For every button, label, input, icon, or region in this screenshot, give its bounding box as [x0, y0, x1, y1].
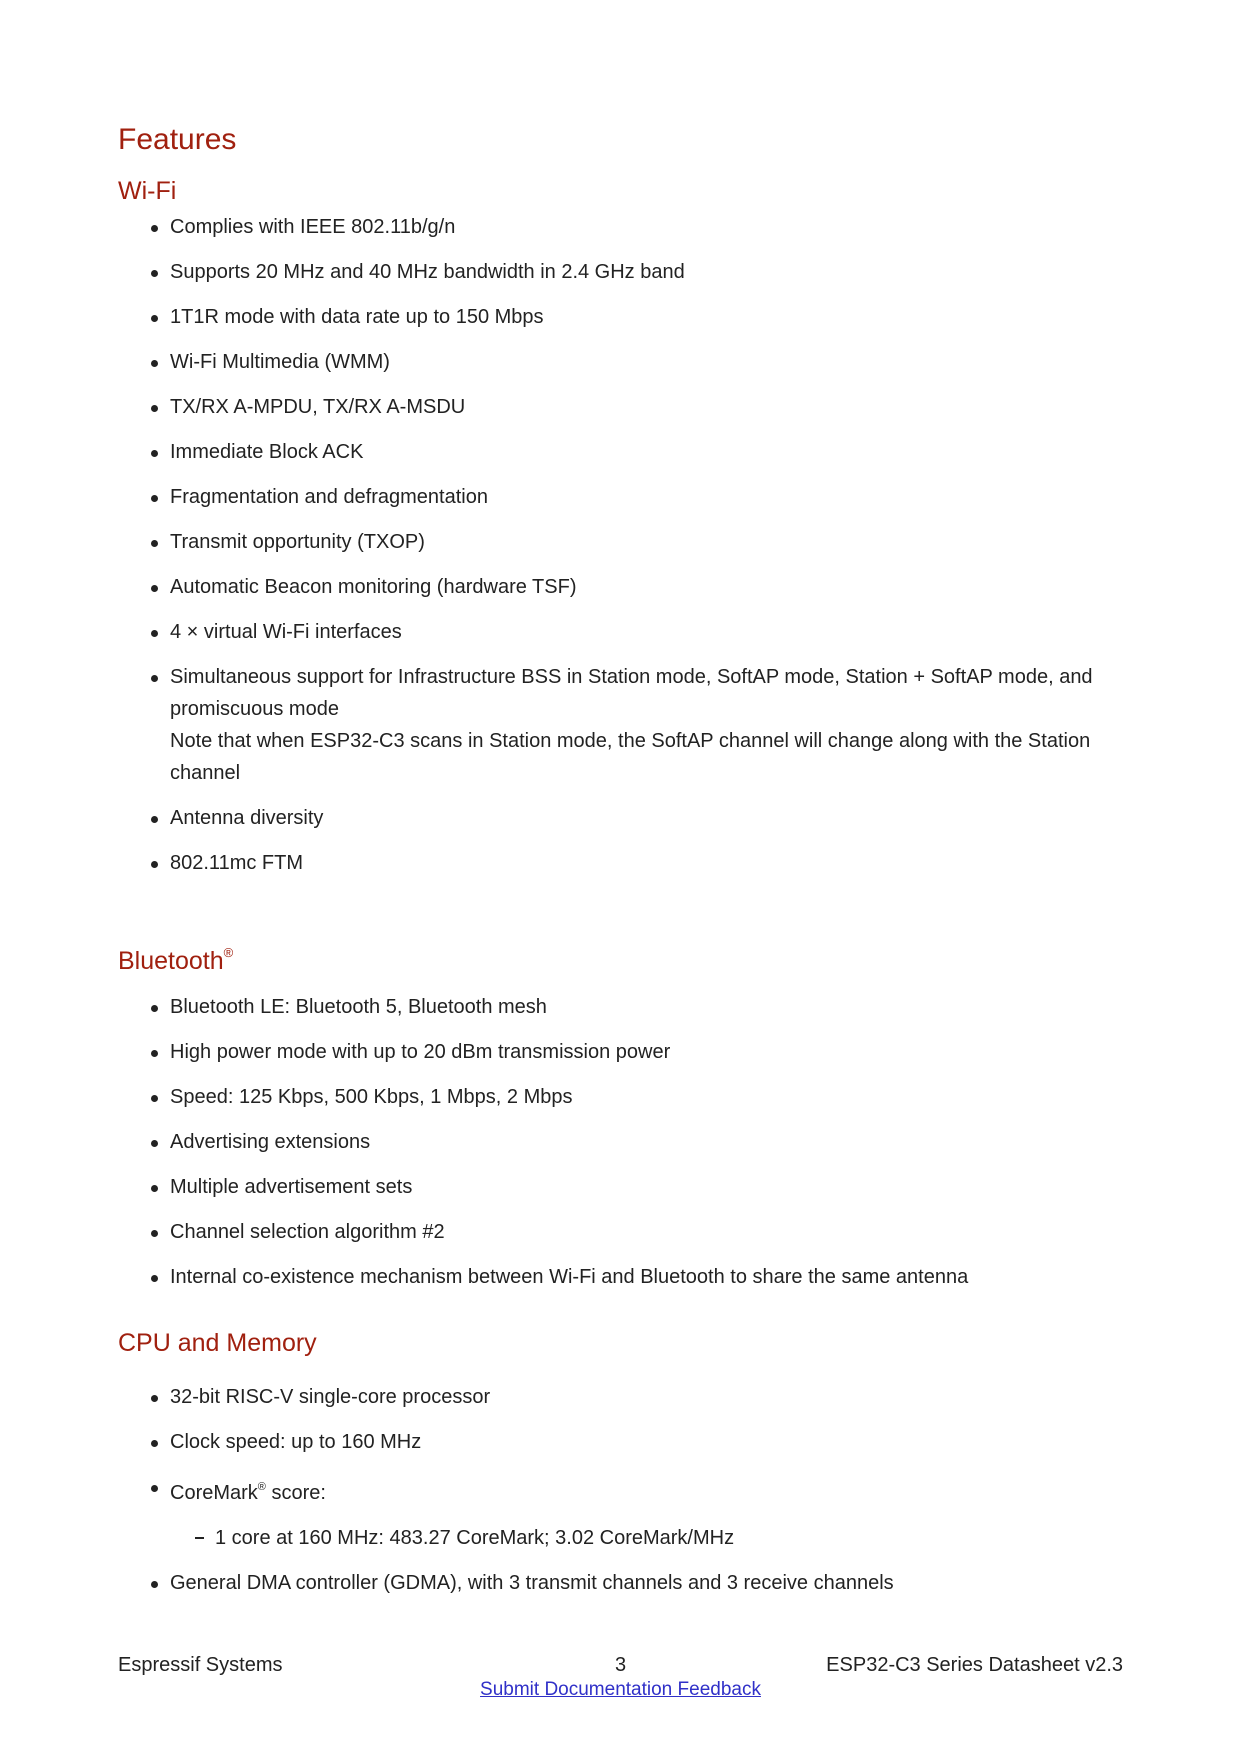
registered-mark: ® [223, 945, 234, 960]
list-item: Internal co-existence mechanism between Wi-Fi and Bluetooth to share the same antenna [118, 1261, 1128, 1293]
list-item: Fragmentation and defragmentation [118, 481, 1128, 513]
registered-mark: ® [257, 1481, 266, 1493]
bluetooth-feature-list [118, 991, 1128, 1306]
list-item: Bluetooth LE: Bluetooth 5, Bluetooth mesh [118, 991, 1128, 1023]
coremark-sub-list [170, 1522, 1128, 1554]
list-item: Transmit opportunity (TXOP) [118, 526, 1128, 558]
list-item: TX/RX A-MPDU, TX/RX A-MSDU [118, 391, 1128, 423]
feedback-link[interactable]: Submit Documentation Feedback [480, 1679, 761, 1700]
list-item-note: Note that when ESP32-C3 scans in Station mode, the SoftAP channel will change along with the Station channel [170, 730, 1091, 784]
list-item-text: Simultaneous support for Infrastructure BSS in Station mode, SoftAP mode, Station + SoftAP mode, and promiscuous mode [170, 666, 1093, 720]
list-item: High power mode with up to 20 dBm transmission power [118, 1036, 1128, 1068]
list-item: Antenna diversity [118, 802, 1128, 834]
list-item: 1T1R mode with data rate up to 150 Mbps [118, 301, 1128, 333]
list-item: General DMA controller (GDMA), with 3 transmit channels and 3 receive channels [118, 1567, 1128, 1599]
list-item [118, 1471, 1128, 1554]
list-item: Automatic Beacon monitoring (hardware TSF) [118, 571, 1128, 603]
list-item: Clock speed: up to 160 MHz [118, 1426, 1128, 1458]
cpu-feature-list [118, 1381, 1128, 1612]
coremark-score-label: score: [265, 1482, 326, 1504]
wifi-feature-list [118, 211, 1128, 892]
footer-page-number: 3 [614, 1654, 627, 1676]
page-title: Features [118, 123, 237, 156]
list-item: 802.11mc FTM [118, 847, 1128, 879]
section-heading-cpu-memory: CPU and Memory [118, 1329, 317, 1357]
list-item: Channel selection algorithm #2 [118, 1216, 1128, 1248]
list-item: 32-bit RISC-V single-core processor [118, 1381, 1128, 1413]
list-item: Speed: 125 Kbps, 500 Kbps, 1 Mbps, 2 Mbps [118, 1081, 1128, 1113]
sub-list-item: 1 core at 160 MHz: 483.27 CoreMark; 3.02 CoreMark/MHz [118, 1522, 1128, 1554]
list-item: Wi-Fi Multimedia (WMM) [118, 346, 1128, 378]
section-heading-text: Bluetooth [118, 947, 224, 975]
list-item: 4 × virtual Wi-Fi interfaces [118, 616, 1128, 648]
list-item: Immediate Block ACK [118, 436, 1128, 468]
list-item [118, 661, 1128, 789]
section-heading-wifi: Wi-Fi [118, 177, 177, 205]
section-heading-bluetooth [118, 938, 233, 976]
page-footer [118, 1652, 1123, 1712]
footer-doc-title: ESP32-C3 Series Datasheet v2.3 [826, 1654, 1123, 1676]
list-item: Multiple advertisement sets [118, 1171, 1128, 1203]
coremark-label: CoreMark [170, 1482, 258, 1504]
list-item: Supports 20 MHz and 40 MHz bandwidth in 2.4 GHz band [118, 256, 1128, 288]
list-item: Advertising extensions [118, 1126, 1128, 1158]
footer-company: Espressif Systems [118, 1654, 283, 1676]
list-item: Complies with IEEE 802.11b/g/n [118, 211, 1128, 243]
